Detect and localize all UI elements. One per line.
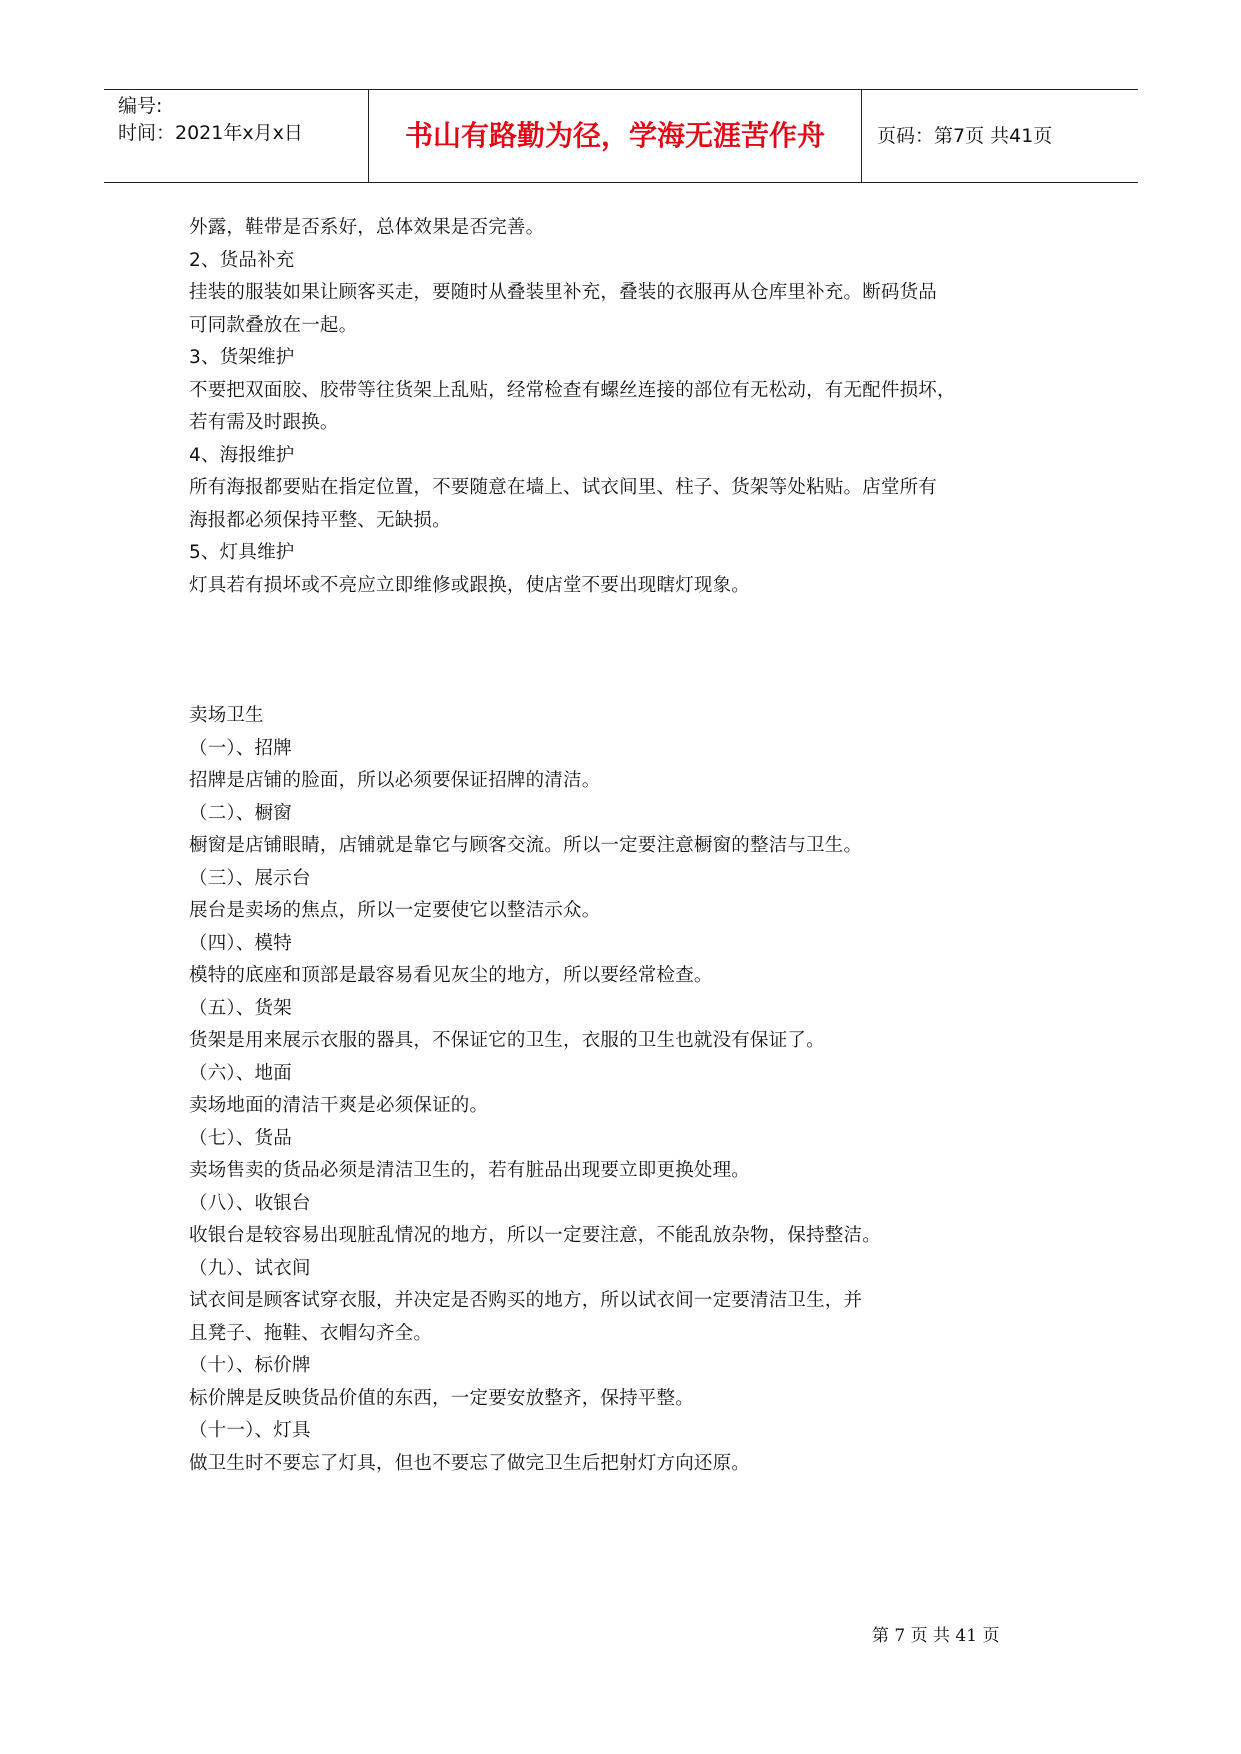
paragraph-line: 可同款叠放在一起。 bbox=[189, 314, 358, 336]
subheading-cashier: （八）、收银台 bbox=[189, 1192, 311, 1214]
paragraph-line: 且凳子、拖鞋、衣帽勾齐全。 bbox=[189, 1322, 433, 1344]
hygiene-section bbox=[189, 700, 1069, 1480]
subheading-poster-maintenance: 4、海报维护 bbox=[189, 444, 295, 466]
paragraph-line: 不要把双面胶、胶带等往货架上乱贴，经常检查有螺丝连接的部位有无松动，有无配件损坏， bbox=[189, 379, 956, 401]
paragraph-line: 所有海报都要贴在指定位置，不要随意在墙上、试衣间里、柱子、货架等处粘贴。店堂所有 bbox=[189, 477, 938, 498]
paragraph-line: 若有需及时跟换。 bbox=[189, 412, 339, 433]
subheading-floor: （六）、地面 bbox=[189, 1062, 292, 1084]
paragraph-line: 货架是用来展示衣服的器具，不保证它的卫生，衣服的卫生也就没有保证了。 bbox=[189, 1030, 825, 1051]
paragraph-line: 卖场售卖的货品必须是清洁卫生的，若有脏品出现要立即更换处理。 bbox=[189, 1160, 751, 1181]
paragraph-line: 展台是卖场的焦点，所以一定要使它以整洁示众。 bbox=[189, 900, 601, 921]
document-time-label: 时间：2021年x月x日 bbox=[118, 122, 303, 144]
subheading-display-table: （三）、展示台 bbox=[189, 867, 311, 889]
subheading-fitting-room: （九）、试衣间 bbox=[189, 1257, 311, 1279]
page-header bbox=[104, 89, 1138, 183]
paragraph-line: 做卫生时不要忘了灯具，但也不要忘了做完卫生后把射灯方向还原。 bbox=[189, 1452, 751, 1474]
header-page-cell bbox=[863, 90, 1138, 182]
subheading-mannequin: （四）、模特 bbox=[189, 932, 292, 954]
section-title: 卖场卫生 bbox=[189, 705, 264, 726]
page-footer: 第 7 页 共 41 页 bbox=[872, 1626, 1000, 1646]
subheading-shelf-maintenance: 3、货架维护 bbox=[189, 347, 295, 368]
subheading-lighting: （十一）、灯具 bbox=[189, 1420, 311, 1441]
subheading-price-tag: （十）、标价牌 bbox=[189, 1355, 311, 1376]
paragraph-line: 灯具若有损坏或不亮应立即维修或跟换，使店堂不要出现瞎灯现象。 bbox=[189, 574, 751, 596]
maintenance-section bbox=[189, 212, 1069, 602]
header-page-code: 页码：第7页 共41页 bbox=[877, 125, 1053, 147]
paragraph-line: 挂装的服装如果让顾客买走，要随时从叠装里补充，叠装的衣服再从仓库里补充。断码货品 bbox=[189, 282, 938, 303]
paragraph-line: 外露，鞋带是否系好，总体效果是否完善。 bbox=[189, 217, 545, 238]
paragraph-line: 收银台是较容易出现脏乱情况的地方，所以一定要注意，不能乱放杂物，保持整洁。 bbox=[189, 1225, 881, 1246]
subheading-goods: （七）、货品 bbox=[189, 1127, 292, 1149]
paragraph-line: 海报都必须保持平整、无缺损。 bbox=[189, 509, 451, 531]
subheading-window: （二）、橱窗 bbox=[189, 802, 292, 824]
subheading-restock: 2、货品补充 bbox=[189, 249, 295, 271]
subheading-shelf: （五）、货架 bbox=[189, 997, 292, 1019]
paragraph-line: 招牌是店铺的脸面，所以必须要保证招牌的清洁。 bbox=[189, 770, 601, 791]
paragraph-line: 卖场地面的清洁干爽是必须保证的。 bbox=[189, 1095, 489, 1116]
header-motto-cell bbox=[369, 90, 862, 182]
document-number-label: 编号: bbox=[118, 95, 163, 117]
header-motto: 书山有路勤为径，学海无涯苦作舟 bbox=[404, 119, 825, 152]
paragraph-line: 模特的底座和顶部是最容易看见灰尘的地方，所以要经常检查。 bbox=[189, 965, 713, 986]
paragraph-line: 试衣间是顾客试穿衣服，并决定是否购买的地方，所以试衣间一定要清洁卫生，并 bbox=[189, 1290, 863, 1311]
paragraph-line: 标价牌是反映货品价值的东西，一定要安放整齐，保持平整。 bbox=[189, 1387, 694, 1409]
subheading-lighting-maintenance: 5、灯具维护 bbox=[189, 542, 295, 563]
subheading-signboard: （一）、招牌 bbox=[189, 737, 292, 759]
paragraph-line: 橱窗是店铺眼睛，店铺就是靠它与顾客交流。所以一定要注意橱窗的整洁与卫生。 bbox=[189, 835, 863, 856]
header-meta-cell bbox=[104, 90, 369, 182]
